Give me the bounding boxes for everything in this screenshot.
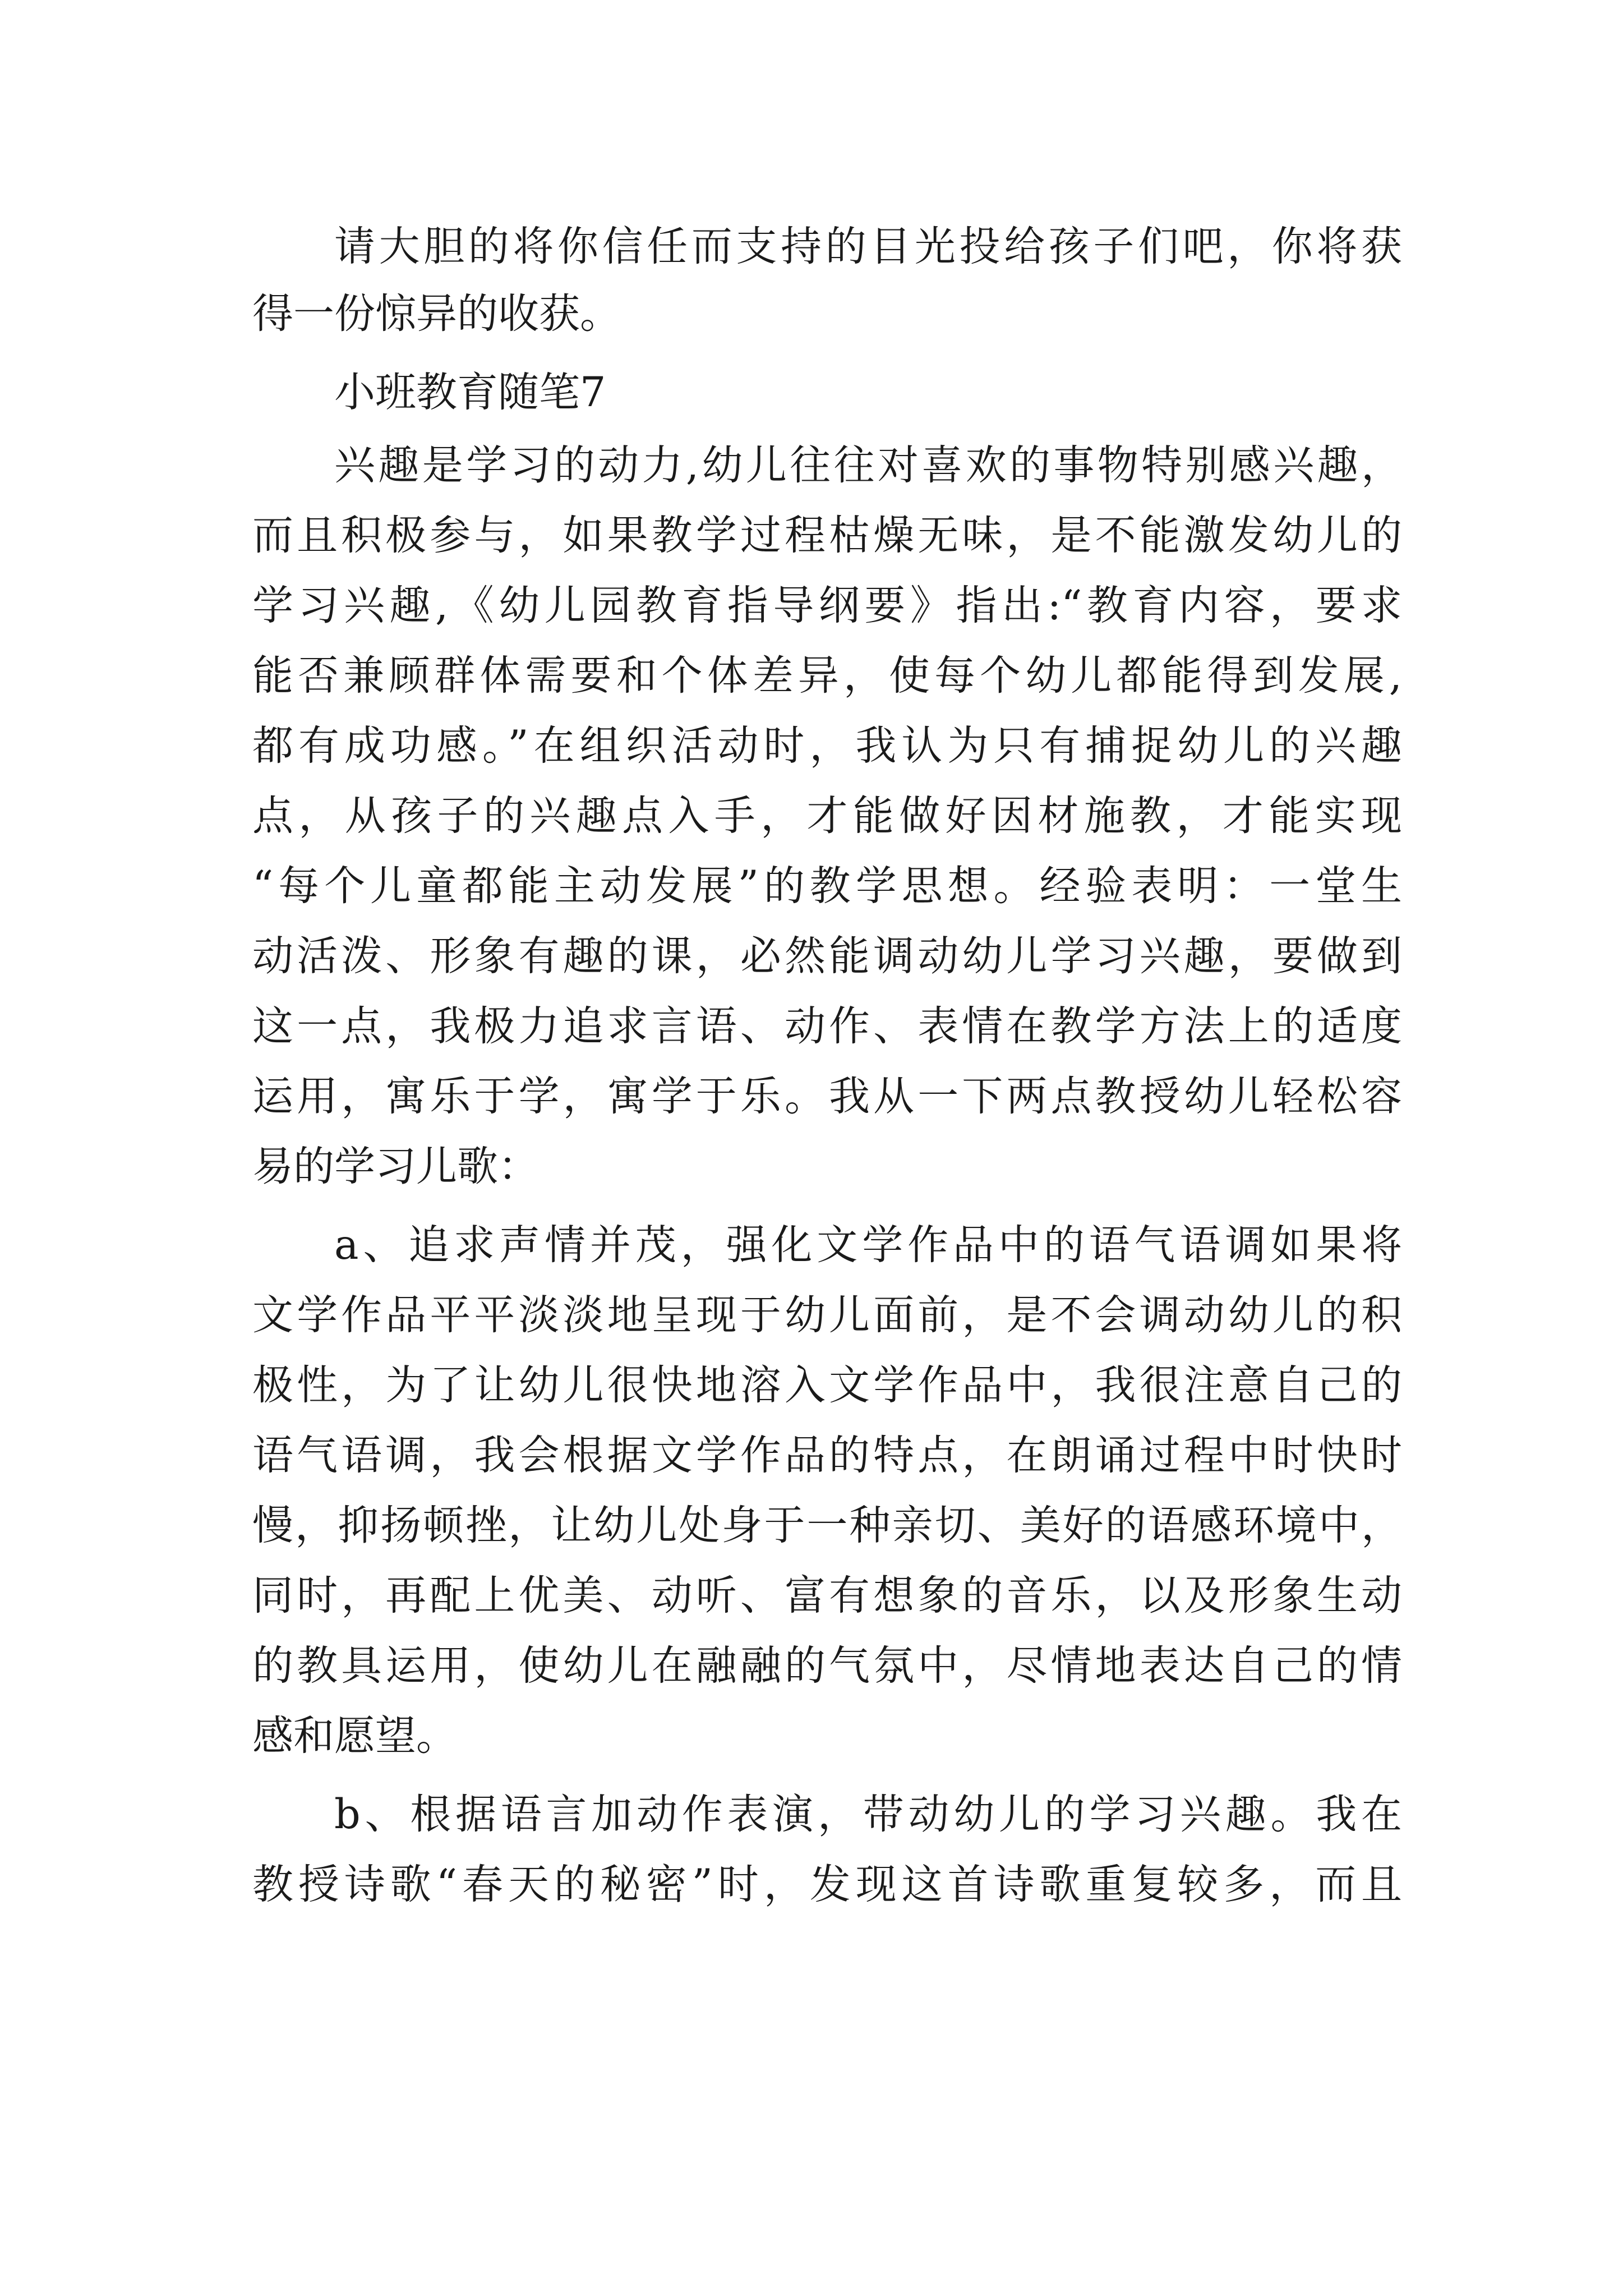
text-line: 动活泼、形象有趣的课，必然能调动幼儿学习兴趣，要做到 xyxy=(252,932,1402,980)
text-line: 感和愿望。 xyxy=(252,1712,457,1760)
text-line: 易的学习儿歌： xyxy=(252,1143,539,1190)
text-line: 而且积极参与，如果教学过程枯燥无味，是不能激发幼儿的 xyxy=(252,512,1402,559)
text-line: 的教具运用，使幼儿在融融的气氛中，尽情地表达自己的情 xyxy=(252,1642,1402,1690)
text-line: “每个儿童都能主动发展”的教学思想。经验表明：一堂生 xyxy=(252,862,1402,910)
text-line: 文学作品平平淡淡地呈现于幼儿面前，是不会调动幼儿的积 xyxy=(252,1291,1402,1339)
text-line: 同时，再配上优美、动听、富有想象的音乐，以及形象生动 xyxy=(252,1572,1402,1619)
text-line: 运用，寓乐于学，寓学于乐。我从一下两点教授幼儿轻松容 xyxy=(252,1073,1402,1120)
text-line: 点，从孩子的兴趣点入手，才能做好因材施教，才能实现 xyxy=(252,792,1402,840)
text-line: 能否兼顾群体需要和个体差异，使每个幼儿都能得到发展, xyxy=(252,652,1402,700)
text-line: 这一点，我极力追求言语、动作、表情在教学方法上的适度 xyxy=(252,1002,1402,1050)
text-line: a、追求声情并茂，强化文学作品中的语气语调如果将 xyxy=(334,1221,1402,1269)
text-line: 极性，为了让幼儿很快地溶入文学作品中，我很注意自己的 xyxy=(252,1361,1402,1409)
text-line: 语气语调，我会根据文学作品的特点，在朗诵过程中时快时 xyxy=(252,1432,1402,1479)
text-line: 兴趣是学习的动力,幼儿往往对喜欢的事物特别感兴趣， xyxy=(334,441,1402,489)
text-line: 学习兴趣,《幼儿园教育指导纲要》指出:“教育内容，要求 xyxy=(252,582,1402,629)
text-line: 请大胆的将你信任而支持的目光投给孩子们吧，你将获 xyxy=(334,223,1402,270)
text-line: b、根据语言加动作表演，带动幼儿的学习兴趣。我在 xyxy=(334,1791,1402,1838)
text-line: 慢，抑扬顿挫，让幼儿处身于一种亲切、美好的语感环境中， xyxy=(252,1502,1402,1549)
text-line: 得一份惊异的收获。 xyxy=(252,290,621,338)
text-line: 都有成功感。”在组织活动时，我认为只有捕捉幼儿的兴趣 xyxy=(252,722,1402,770)
section-heading: 小班教育随笔7 xyxy=(334,369,606,416)
text-line: 教授诗歌“春天的秘密”时，发现这首诗歌重复较多，而且 xyxy=(252,1861,1402,1908)
